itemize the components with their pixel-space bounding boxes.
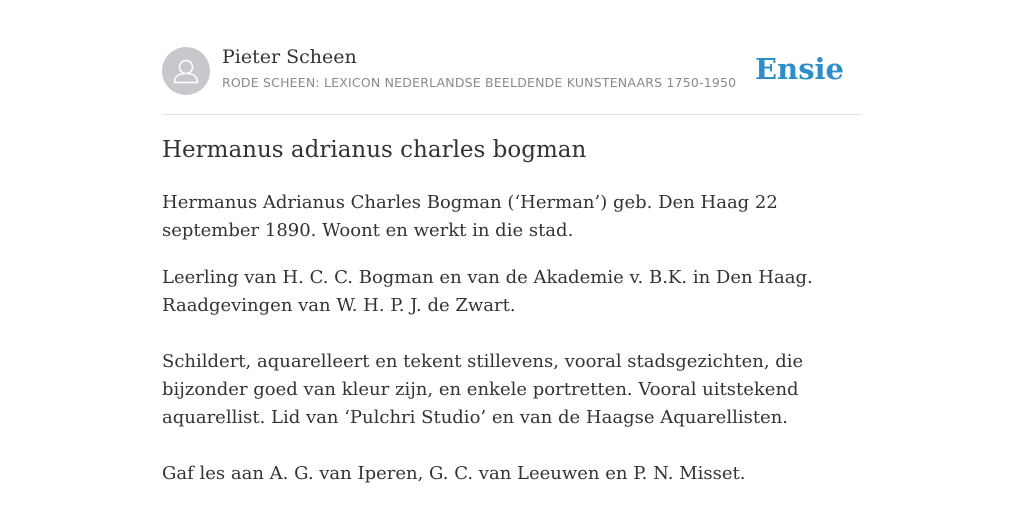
author-header [162,40,862,115]
author-name[interactable]: Pieter Scheen [222,46,357,68]
paragraph-education: Leerling van H. C. C. Bogman en van de Akademie v. B.K. in Den Haag. Raadgevingen van W. H. P. J. de Zwart. [162,267,813,316]
avatar[interactable] [162,47,210,95]
paragraph-work: Schildert, aquarelleert en tekent stillevens, vooral stadsgezichten, die bijzonder goed van kleur zijn, en enkele portretten. Vooral uitstekend aquarellist. Lid van ‘Pulchri Studio’ en van de Haagse Aquarellisten. [162,351,804,428]
source-title[interactable]: RODE SCHEEN: LEXICON NEDERLANDSE BEELDENDE KUNSTENAARS 1750-1950 [222,75,737,90]
article-title: Hermanus adrianus charles bogman [162,137,587,163]
user-icon [162,47,210,95]
paragraph-students: Gaf les aan A. G. van Iperen, G. C. van Leeuwen en P. N. Misset. [162,463,746,484]
paragraph-birth: Hermanus Adrianus Charles Bogman (‘Herman’) geb. Den Haag 22 september 1890. Woont en werkt in die stad. [162,192,778,241]
ensie-logo[interactable]: Ensie [755,52,844,86]
article-body [162,189,872,507]
